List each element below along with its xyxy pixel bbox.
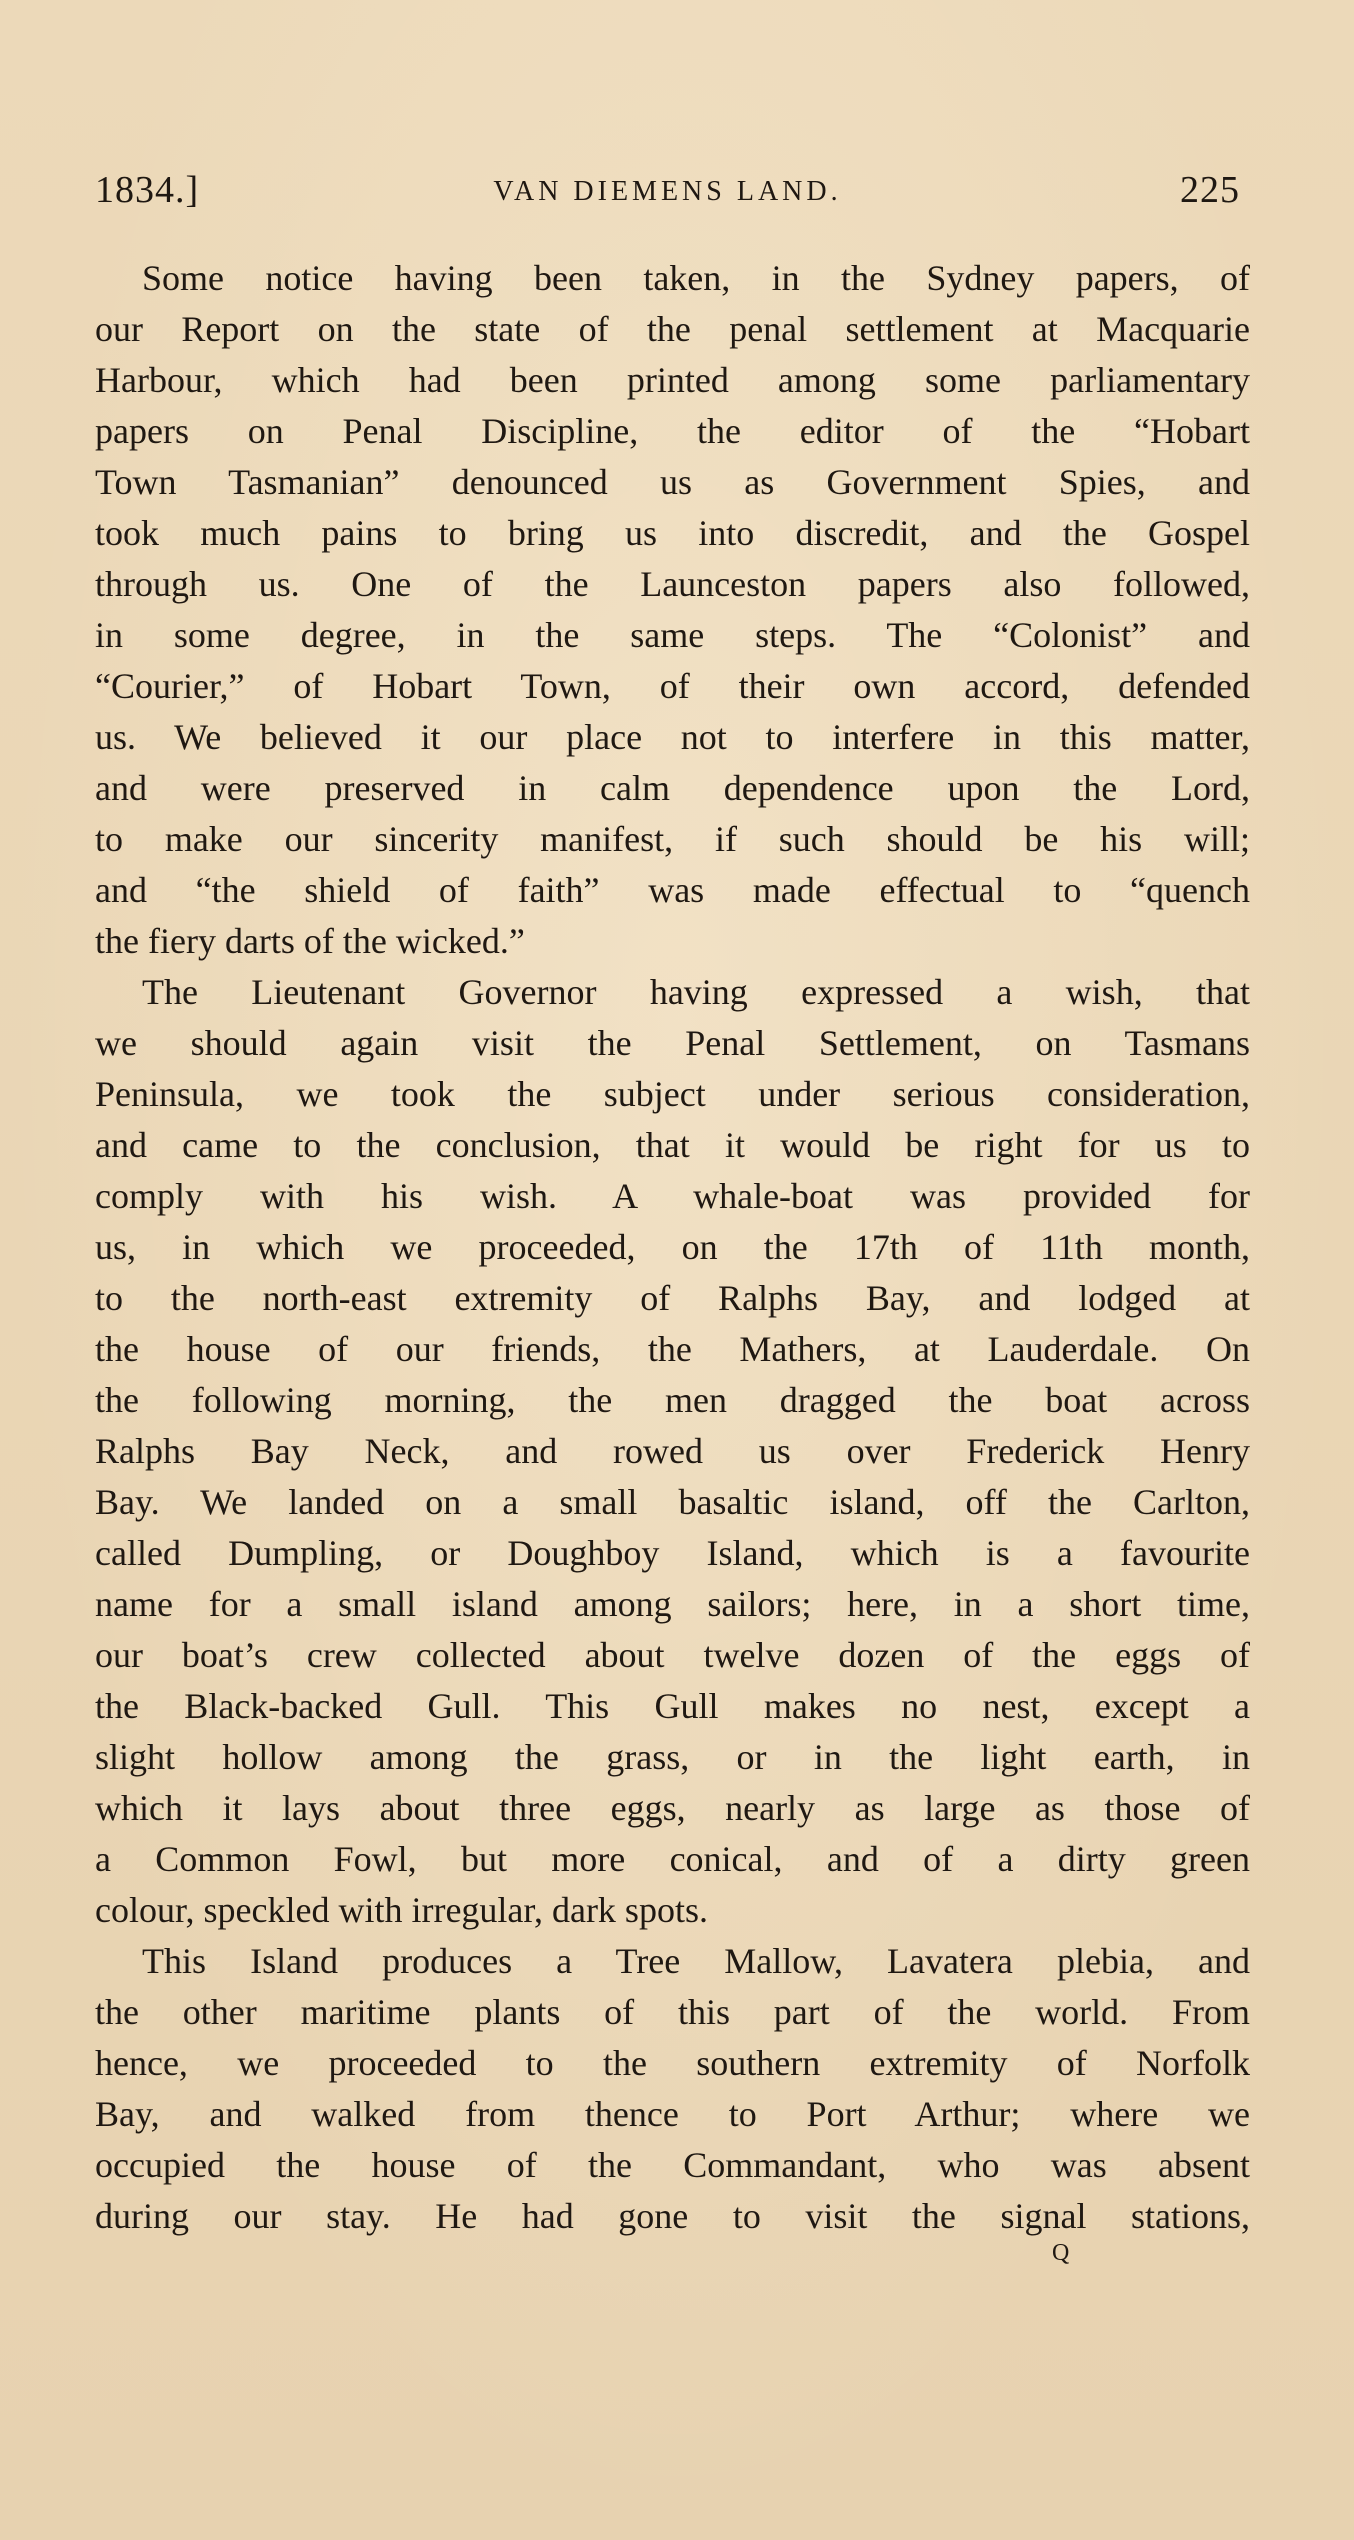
body-text (95, 253, 1250, 2242)
text-line: This Island produces a Tree Mallow, Lavatera plebia, and (142, 1941, 1250, 1981)
text-line: Some notice having been taken, in the Sydney papers, of (142, 258, 1250, 298)
text-line: which it lays about three eggs, nearly as large as those of (95, 1788, 1250, 1828)
text-line: name for a small island among sailors; here, in a short time, (95, 1584, 1250, 1624)
text-line: and were preserved in calm dependence upon the Lord, (95, 768, 1250, 808)
paragraph-3 (95, 1936, 1250, 2242)
text-line: the following morning, the men dragged the boat across (95, 1380, 1250, 1420)
text-line: our Report on the state of the penal settlement at Macquarie (95, 309, 1250, 349)
paragraph-1 (95, 253, 1250, 967)
text-line: occupied the house of the Commandant, who was absent (95, 2145, 1250, 2185)
running-head-year: 1834.] (95, 169, 200, 211)
text-line: Town Tasmanian” denounced us as Government Spies, and (95, 462, 1250, 502)
text-line: Peninsula, we took the subject under serious consideration, (95, 1074, 1250, 1114)
signature-mark: Q (1052, 2240, 1070, 2266)
text-line: comply with his wish. A whale-boat was provided for (95, 1176, 1250, 1216)
text-line: papers on Penal Discipline, the editor of the “Hobart (95, 411, 1250, 451)
paragraph-2 (95, 967, 1250, 1936)
text-line: through us. One of the Launceston papers also followed, (95, 564, 1250, 604)
text-line: we should again visit the Penal Settlement, on Tasmans (95, 1023, 1250, 1063)
text-line: and came to the conclusion, that it would be right for us to (95, 1125, 1250, 1165)
text-line: colour, speckled with irregular, dark spots. (95, 1890, 708, 1930)
text-line: the Black-backed Gull. This Gull makes no nest, except a (95, 1686, 1250, 1726)
text-line: during our stay. He had gone to visit the signal stations, (95, 2196, 1250, 2236)
text-line: the house of our friends, the Mathers, at Lauderdale. On (95, 1329, 1250, 1369)
page-number: 225 (1180, 169, 1240, 211)
text-line: “Courier,” of Hobart Town, of their own accord, defended (95, 666, 1250, 706)
text-line: Harbour, which had been printed among some parliamentary (95, 360, 1250, 400)
text-line: The Lieutenant Governor having expressed a wish, that (142, 972, 1250, 1012)
text-line: Ralphs Bay Neck, and rowed us over Frederick Henry (95, 1431, 1250, 1471)
text-line: took much pains to bring us into discredit, and the Gospel (95, 513, 1250, 553)
running-head (95, 168, 1240, 228)
text-line: the fiery darts of the wicked.” (95, 921, 525, 961)
text-line: hence, we proceeded to the southern extremity of Norfolk (95, 2043, 1250, 2083)
text-line: in some degree, in the same steps. The “Colonist” and (95, 615, 1250, 655)
text-line: called Dumpling, or Doughboy Island, which is a favourite (95, 1533, 1250, 1573)
text-line: the other maritime plants of this part of the world. From (95, 1992, 1250, 2032)
text-line: our boat’s crew collected about twelve dozen of the eggs of (95, 1635, 1250, 1675)
text-line: Bay, and walked from thence to Port Arthur; where we (95, 2094, 1250, 2134)
text-line: slight hollow among the grass, or in the light earth, in (95, 1737, 1250, 1777)
text-line: Bay. We landed on a small basaltic island, off the Carlton, (95, 1482, 1250, 1522)
text-line: to the north-east extremity of Ralphs Bay, and lodged at (95, 1278, 1250, 1318)
text-line: to make our sincerity manifest, if such should be his will; (95, 819, 1250, 859)
text-line: us. We believed it our place not to interfere in this matter, (95, 717, 1250, 757)
text-line: and “the shield of faith” was made effectual to “quench (95, 870, 1250, 910)
text-line: us, in which we proceeded, on the 17th of 11th month, (95, 1227, 1250, 1267)
text-line: a Common Fowl, but more conical, and of a dirty green (95, 1839, 1250, 1879)
running-head-title: VAN DIEMENS LAND. (493, 176, 842, 207)
